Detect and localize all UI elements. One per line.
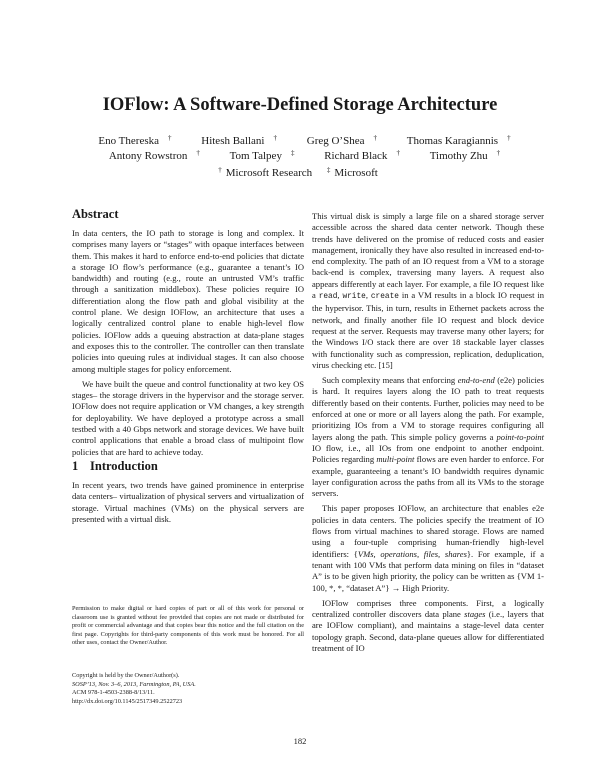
doi-link[interactable]: http://dx.doi.org/10.1145/2517349.2522723 — [72, 697, 183, 705]
affiliation: ‡ Microsoft — [326, 166, 378, 179]
section-number: 1 — [72, 458, 79, 473]
author: Antony Rowstron † — [108, 148, 200, 162]
body-paragraph-4: IOFlow comprises three components. First, a logically centralized controller discovers data plane stages (i.e., layers that are IOFlow compliant), and maintains a stage-level data center topology graph. Second, data-plane queues allow for differentiated treatment of IO — [312, 597, 545, 653]
body-paragraph-1: This virtual disk is simply a large file on a shared storage server accessible across the shared data center network. Though these trends have delivered on the promise of reduced costs and easier management, ironically they have also resulted in increased end-to-end complexity. The path of an IO request from a VM to a storage back-end is complex, traversing many layers. A request also appears differently at each layer. For example, a file IO request like a read, write, create in a VM results in a block IO request in the hypervisor. This, in turn, results in Ethernet packets across the network, and finally another file IO request and block device request at the server. Requests may traverse many other layers; for the Windows I/O stack there are over 18 stackable layer classes with functionality such as compression, replication, deduplication, virus checking etc. [15] — [312, 211, 544, 370]
copyright-block — [72, 672, 304, 706]
isbn-line: ACM 978-1-4503-2388-8/13/11. — [72, 689, 155, 697]
permission-text: Permission to make digital or hard copies of part or all of this work for personal or classroom use is granted without fee provided that copies are not made or distributed for profit or commercial advantage and that copies bear this notice and the full citation on the first page. Copyrights for third-party components of this work must be honored. For all other uses, contact the Owner/Author. — [72, 605, 304, 647]
affiliations — [0, 166, 600, 181]
author-block — [0, 134, 600, 181]
left-column — [72, 206, 304, 525]
affiliation: † Microsoft Research — [218, 166, 313, 179]
permission-notice — [72, 605, 304, 648]
author: Tom Talpey ‡ — [229, 148, 295, 162]
copyright-line: Copyright is held by the Owner/Author(s). — [72, 672, 180, 679]
introduction-heading — [72, 458, 304, 474]
body-paragraph-3: This paper proposes IOFlow, an architecture that enables e2e policies in data centers. The policies specify the treatment of IO flows from virtual machines to shared storage. Flows are named using a four-tuple comprising human-friendly high-level identifiers: {VMs, operations, files, shares}. For example, if a tenant with 100 VMs that perform data mining on files in “dataset A” is to be given high priority, the policy can be written as {VM 1-100, *, *, “dataset A”} → High Priority. — [312, 503, 545, 593]
abstract-heading: Abstract — [72, 207, 119, 221]
intro-paragraph-1: In recent years, two trends have gained prominence in enterprise data centers– virtualization of physical servers and virtualization of storage. Virtual machines (VMs) on the physical servers are presented with a virtual disk. — [72, 479, 304, 524]
right-column — [312, 211, 544, 654]
author: Richard Black † — [324, 148, 400, 162]
page-number: 182 — [293, 736, 307, 746]
author: Timothy Zhu † — [429, 148, 501, 162]
author: Greg O’Shea † — [306, 134, 377, 147]
paper-title: IOFlow: A Software-Defined Storage Architecture — [102, 95, 498, 115]
author-row-2 — [0, 149, 600, 164]
section-title: Introduction — [90, 458, 158, 473]
body-paragraph-2: Such complexity means that enforcing end-to-end (e2e) policies is hard. It requires layers along the IO path to treat requests differently based on their contents. Further, policies may need to be enforced at one or more or all layers along the path. For example, prioritizing IOs from a VM to storage requires configuring all layers along the path. This simple policy governs a point-to-point IO flow, i.e., all IOs from one endpoint to another endpoint. Policies regarding multi-point flows are even harder to enforce. For example, guaranteeing a tenant’s IO bandwidth requires dynamic layer configuration across the paths from all its VMs to the storage servers. — [312, 375, 544, 499]
author: Eno Thereska † — [98, 134, 172, 147]
abstract-paragraph-1: In data centers, the IO path to storage is long and complex. It comprises many layers or “stages” with opaque interfaces between them. This makes it hard to enforce end-to-end policies that dictate a storage IO flow’s performance (e.g., guarantee a tenant’s IO bandwidth) and routing (e.g., route an untrusted VM’s traffic through a sanitization middlebox). These policies require IO differentiation along the flow path and global visibility at the control plane. We design IOFlow, an architecture that uses a logically centralized control plane to enable high-level flow policies. IOFlow adds a queuing abstraction at data-plane stages and exposes this to the controller. The controller can then translate policies into queuing rules at individual stages. It can also choose among multiple stages for policy enforcement. — [72, 228, 304, 374]
author: Thomas Karagiannis † — [406, 134, 511, 147]
author: Hitesh Ballani † — [201, 134, 277, 147]
author-row-1 — [0, 134, 600, 149]
abstract-paragraph-2: We have built the queue and control functionality at two key OS stages– the storage drivers in the hypervisor and the storage server. IOFlow does not require application or VM changes, a key strength for deployability. We have deployed a prototype across a small testbed with a 40 Gbps network and storage devices. We have built control applications that enable a broad class of multipoint flow policies that are hard to achieve today. — [72, 378, 304, 457]
conference-line: SOSP’13, Nov. 3–6, 2013, Farmington, PA, USA. — [72, 680, 196, 688]
